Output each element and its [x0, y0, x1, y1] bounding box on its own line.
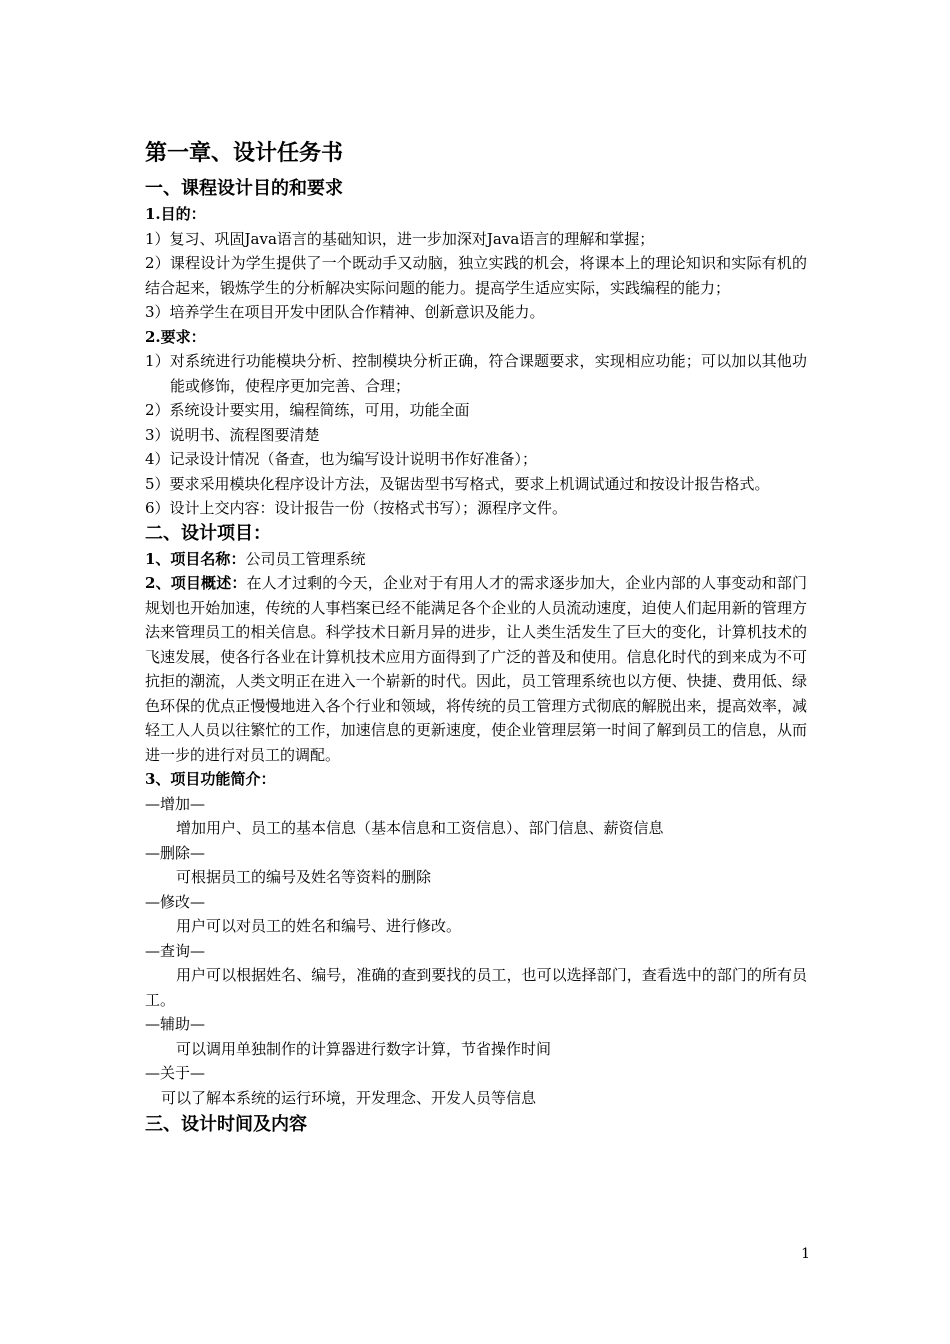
- function-heading: —查询—: [145, 941, 206, 960]
- function-heading: —删除—: [145, 843, 206, 862]
- chapter-title: 第一章、设计任务书: [145, 140, 344, 166]
- requirement-item: 4）记录设计情况（备查，也为编写设计说明书作好准备）；: [145, 450, 538, 468]
- purpose-title: 1.目的：: [145, 205, 206, 223]
- functions-title: 3、项目功能简介：: [145, 770, 276, 788]
- function-heading: —增加—: [145, 794, 206, 813]
- function-heading: —辅助—: [145, 1015, 206, 1033]
- function-description: 可根据员工的编号及姓名等资料的删除: [176, 868, 432, 886]
- project-overview: [145, 571, 807, 767]
- page-content: [145, 138, 807, 1138]
- requirement-item: 1）对系统进行功能模块分析、控制模块分析正确，符合课题要求，实现相应功能；可以加以其他功能或修饰，使程序更加完善、合理；: [145, 352, 807, 395]
- purpose-item: 2）课程设计为学生提供了一个既动手又动脑，独立实践的机会，将课本上的理论知识和实际有机的结合起来，锻炼学生的分析解决实际问题的能力。提高学生适应实际，实践编程的能力；: [145, 254, 807, 297]
- requirement-item: 2）系统设计要实用，编程简练，可用，功能全面: [145, 401, 470, 419]
- project-name-value: 公司员工管理系统: [245, 549, 366, 568]
- page-number: 1: [801, 1246, 810, 1262]
- function-heading: —关于—: [145, 1064, 206, 1082]
- project-name-label: 1、项目名称：: [145, 549, 246, 568]
- purpose-item: 3）培养学生在项目开发中团队合作精神、创新意识及能力。: [145, 303, 545, 321]
- section-1-title: 一、课程设计目的和要求: [145, 178, 343, 199]
- function-description: 可以调用单独制作的计算器进行数字计算，节省操作时间: [176, 1039, 552, 1058]
- function-description: 可以了解本系统的运行环境，开发理念、开发人员等信息: [161, 1088, 537, 1107]
- requirement-item: 6）设计上交内容：设计报告一份（按格式书写）；源程序文件。: [145, 499, 568, 517]
- project-name: [145, 547, 807, 572]
- requirements-list: [145, 349, 807, 521]
- function-heading: —修改—: [145, 892, 206, 911]
- function-description: 增加用户、员工的基本信息（基本信息和工资信息）、部门信息、薪资信息: [176, 819, 664, 837]
- requirements-title: 2.要求：: [145, 327, 206, 346]
- purpose-list: [145, 227, 807, 325]
- requirement-item: 5）要求采用模块化程序设计方法，及锯齿型书写格式，要求上机调试通过和按设计报告格式。: [145, 474, 770, 493]
- purpose-item: 1）复习、巩固Java语言的基础知识，进一步加深对Java语言的理解和掌握；: [145, 229, 655, 248]
- section-2-title: 二、设计项目：: [145, 522, 271, 544]
- requirement-item: 3）说明书、流程图要清楚: [145, 425, 320, 444]
- project-overview-label: 2、项目概述：: [145, 574, 247, 592]
- project-overview-text: 在人才过剩的今天，企业对于有用人才的需求逐步加大，企业内部的人事变动和部门规划也开始加速，传统的人事档案已经不能满足各个企业的人员流动速度，迫使人们起用新的管理方法来管理员工的相关信息。科学技术日新月异的进步，让人类生活发生了巨大的变化，计算机技术的飞速发展，使各行各业在计算机技术应用方面得到了广泛的普及和使用。信息化时代的到来成为不可抗拒的潮流，人类文明正在进入一个崭新的时代。因此，员工管理系统也以方便、快捷、费用低、绿色环保的优点正慢慢地进入各个行业和领域，将传统的员工管理方式彻底的解脱出来，提高效率，减轻工人人员以往繁忙的工作，加速信息的更新速度，使企业管理层第一时间了解到员工的信息，从而进一步的进行对员工的调配。: [145, 574, 807, 764]
- function-description: 用户可以对员工的姓名和编号、进行修改。: [176, 917, 462, 935]
- function-description: 用户可以根据姓名、编号，准确的查到要找的员工，也可以选择部门，查看选中的部门的所有员工。: [145, 966, 807, 1009]
- section-3-title: 三、设计时间及内容: [145, 1114, 307, 1135]
